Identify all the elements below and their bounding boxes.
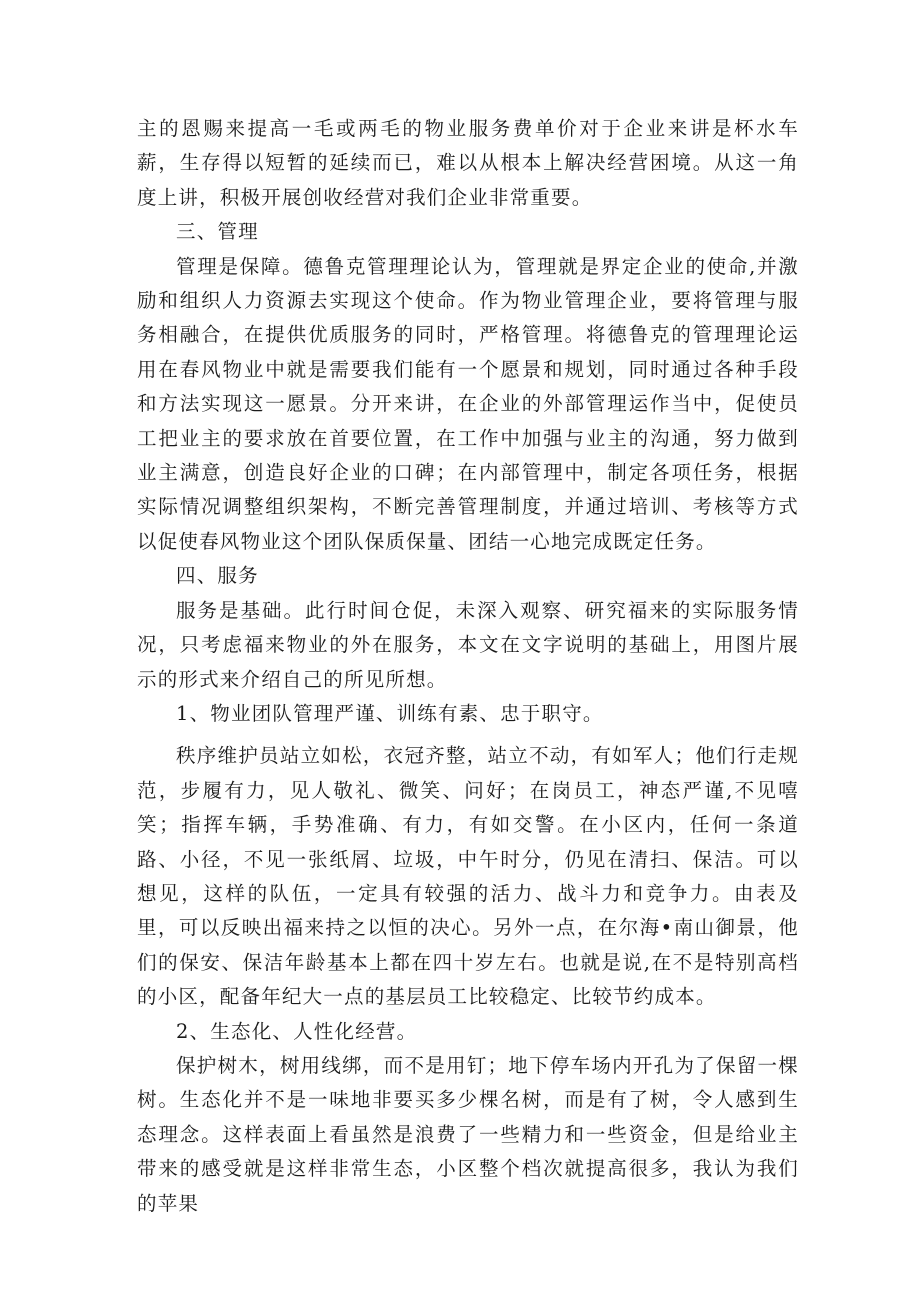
section-heading-management: 三、管理: [176, 220, 259, 244]
document-body: [137, 112, 799, 1221]
paragraph-team-management: 秩序维护员站立如松，衣冠齐整，站立不动，有如军人；他们行走规范，步履有力，见人敬礼、微笑、问好；在岗员工，神态严谨,不见嘻笑；指挥车辆，手势准确、有力，有如交警。在小区内，任何一条道路、小径，不见一张纸屑、垃圾，中午时分，仍见在清扫、保洁。可以想见，这样的队伍，一定具有较强的活力、战斗力和竞争力。由表及里，可以反映出福来持之以恒的决心。另外一点，在尔海•南山御景，他们的保安、保洁年龄基本上都在四十岁左右。也就是说,在不是特别高档的小区，配备年纪大一点的基层员工比较稳定、比较节约成本。: [137, 744, 799, 1009]
subheading-ecological-operation: 2、生态化、人性化经营。: [176, 1019, 418, 1043]
subheading-team-management: 1、物业团队管理严谨、训练有素、忠于职守。: [176, 701, 604, 725]
paragraph-service: 服务是基础。此行时间仓促，未深入观察、研究福来的实际服务情况，只考虑福来物业的外在服务，本文在文字说明的基础上，用图片展示的形式来介绍自己的所见所想。: [137, 598, 799, 691]
section-heading-service: 四、服务: [176, 564, 259, 588]
paragraph-ecological-operation: 保护树木，树用线绑，而不是用钉；地下停车场内开孔为了保留一棵树。生态化并不是一味地非要买多少棵名树，而是有了树，令人感到生态理念。这样表面上看虽然是浪费了一些精力和一些资金，但是给业主带来的感受就是这样非常生态，小区整个档次就提高很多，我认为我们的苹果: [137, 1053, 799, 1215]
paragraph-management: 管理是保障。德鲁克管理理论认为，管理就是界定企业的使命,并激励和组织人力资源去实现这个使命。作为物业管理企业，要将管理与服务相融合，在提供优质服务的同时，严格管理。将德鲁克的管理理论运用在春风物业中就是需要我们能有一个愿景和规划，同时通过各种手段和方法实现这一愿景。分开来讲，在企业的外部管理运作当中，促使员工把业主的要求放在首要位置，在工作中加强与业主的沟通，努力做到业主满意，创造良好企业的口碑；在内部管理中，制定各项任务，根据实际情况调整组织架构，不断完善管理制度，并通过培训、考核等方式以促使春风物业这个团队保质保量、团结一心地完成既定任务。: [137, 254, 799, 553]
paragraph-continuation: 主的恩赐来提高一毛或两毛的物业服务费单价对于企业来讲是杯水车薪，生存得以短暂的延续而已，难以从根本上解决经营困境。从这一角度上讲，积极开展创收经营对我们企业非常重要。: [137, 117, 799, 209]
spacer: [137, 731, 799, 739]
